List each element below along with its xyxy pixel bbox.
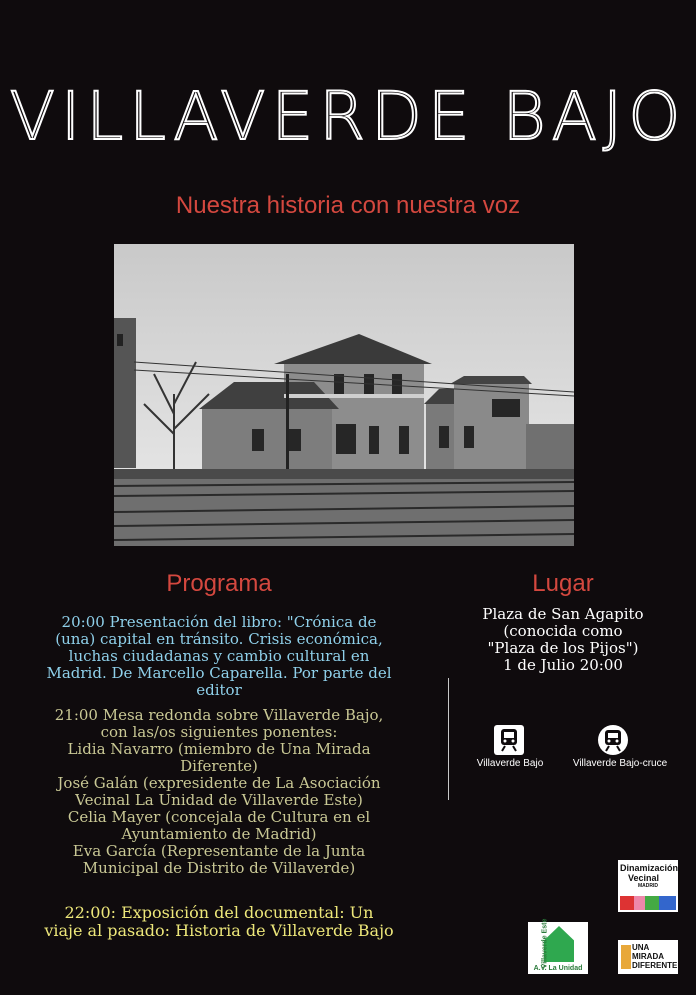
speaker-3: Celia Mayer (concejala de Cultura en el Ayuntamiento de Madrid) — [67, 808, 371, 843]
av-line2: A.V. La Unidad — [533, 965, 583, 972]
train-icon — [597, 724, 629, 756]
dinamizacion-line2: Vecinal — [628, 873, 660, 883]
program-item-1: 20:00 Presentación del libro: "Crónica de (una) capital en tránsito. Crisis económica, luchas ciudadanas y cambio cultural en Madrid. De Marcello Caparella. Por parte del editor — [46, 613, 392, 699]
speaker-4: Eva García (Representante de la Junta Municipal de Distrito de Villaverde) — [72, 842, 366, 877]
location-details — [478, 606, 648, 674]
station-label-1: Villaverde Bajo — [476, 758, 544, 769]
speaker-1: Lidia Navarro (miembro de Una Mirada Diferente) — [67, 740, 371, 775]
av-la-unidad-logo — [528, 918, 588, 974]
location-heading: Lugar — [532, 570, 594, 597]
station-label-2: Villaverde Bajo-cruce — [572, 758, 668, 769]
mirada-line1: UNA — [632, 943, 650, 952]
program-item-3: 22:00: Exposición del documental: Un viaje al pasado: Historia de Villaverde Bajo — [44, 903, 394, 940]
location-datetime: 1 de Julio 20:00 — [503, 656, 623, 674]
av-line1: Villaverde Este — [541, 918, 549, 969]
train-icon — [493, 724, 525, 756]
dinamizacion-vecinal-logo — [618, 860, 678, 912]
speaker-2: José Galán (expresidente de La Asociación Vecinal La Unidad de Villaverde Este) — [57, 774, 381, 809]
program-item-2-intro: 21:00 Mesa redonda sobre Villaverde Bajo, con las/os siguientes ponentes: — [54, 706, 384, 741]
station-photo — [114, 244, 574, 546]
dinamizacion-line1: Dinamización — [620, 863, 679, 873]
una-mirada-diferente-logo — [618, 940, 678, 974]
mirada-line2: MIRADA — [632, 952, 664, 961]
location-place: Plaza de San Agapito (conocida como "Plaza de los Pijos") — [482, 605, 644, 657]
mirada-line3: DIFERENTE — [632, 961, 678, 970]
program-heading: Programa — [166, 570, 272, 597]
column-divider — [448, 678, 449, 800]
dinamizacion-line3: MADRID — [638, 883, 658, 889]
poster-subtitle: Nuestra historia con nuestra voz — [175, 192, 521, 219]
program-item-2 — [44, 707, 394, 877]
poster-title: VILLAVERDE BAJO — [9, 78, 687, 155]
